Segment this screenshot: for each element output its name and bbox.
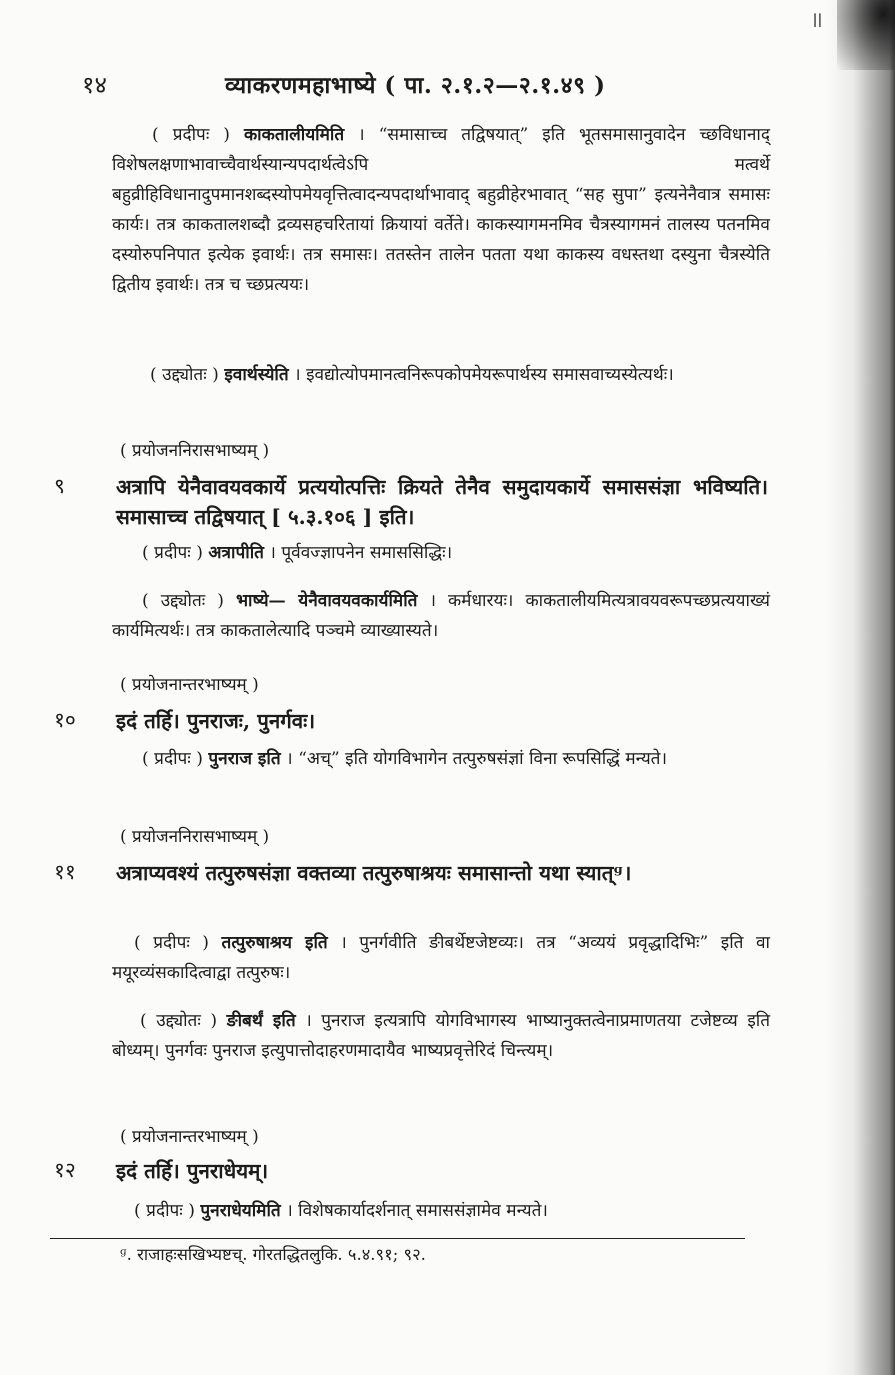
commentary-label: ( प्रदीपः ): [142, 543, 203, 563]
commentary-label: ( प्रदीपः ): [142, 749, 203, 769]
section-heading: ( प्रयोजननिरासभाष्यम् ): [120, 827, 270, 847]
bhashya-text: इदं तर्हि। पुनराधेयम्।: [116, 1159, 269, 1183]
commentary-text: । पुनराज इत्यत्रापि योगविभागस्य भाष्यानुक्तत्वेनाप्रमाणतया टजेष्टव्य इति बोध्यम्। पुनर्गवः पुनराज इत्युपात्तोदाहरणमादायैव भाष्यप्रवृत्तेरिदं चिन्त्यम्।: [112, 1011, 771, 1061]
sutra-number: १०: [54, 708, 76, 732]
footnote: ᶢ. राजाहःसखिभ्यष्टच्. गोरतद्धितलुकि. ५.४.९१; ९२.: [120, 1245, 426, 1264]
uddyota-paragraph-3: [112, 1006, 770, 1066]
commentary-text: । “समासाच्च तद्विषयात्” इति भूतसमासानुवादेन च्छविधानाद् विशेषलक्षणाभावाच्चैवार्थस्यान्यपदार्थत्वेऽपि मत्वर्थे बहुव्रीहिविधानादुपमानशब्दस्योपमेयवृत्तित्वादन्यपदार्थाभावाद् बहुव्रीहेरभावात् “सह सुपा” इत्यनेनैवात्र समासः कार्यः। तत्र काकतालशब्दौ द्रव्यसहचरितायां क्रियायां वर्तेते। काकस्यागमनमिव चैत्रस्यागमनं तालस्य पतनमिव दस्योरुपनिपात इत्येक इवार्थः। तत्र समासः। ततस्तेन तालेन पतता यथा काकस्य वधस्तथा दस्युना चैत्रस्येति द्वितीय इवार्थः। तत्र च च्छप्रत्ययः।: [112, 125, 770, 295]
bhashya-text: अत्राप्यवश्यं तत्पुरुषसंज्ञा वक्तव्या तत्पुरुषाश्रयः समासान्तो यथा स्यात्ᶢ।: [116, 861, 632, 885]
commentary-text: । पुनर्गवीति ङीबर्थेष्टजेष्टव्यः। तत्र “अव्ययं प्रवृद्धादिभिः” इति वा मयूरव्यंसकादित्वाद्वा तत्पुरुषः।: [112, 933, 770, 983]
commentary-label: ( उद्द्योतः ): [142, 591, 224, 611]
page-number: १४: [82, 71, 107, 99]
pradipa-paragraph-2: [112, 538, 770, 568]
sutra-number: ११: [54, 860, 76, 884]
commentary-label: ( उद्द्योतः ): [140, 1011, 218, 1031]
uddyota-paragraph-2: [112, 586, 770, 646]
bhashya-text: अत्रापि येनैवावयवकार्ये प्रत्ययोत्पत्तिः क्रियते तेनैव समुदायकार्ये समाससंज्ञा भविष्यति। समासाच्च तद्विषयात् [ ५.३.१०६ ] इति।: [116, 475, 768, 529]
commentary-label: ( प्रदीपः ): [134, 933, 210, 953]
commentary-text: । पूर्ववज्ज्ञापनेन समाससिद्धिः।: [269, 543, 453, 563]
scan-edge-shadow: [825, 0, 895, 1375]
pradipa-paragraph-4: [112, 928, 770, 988]
commentary-text: । इवद्योत्योपमानत्वनिरूपकोपमेयरूपार्थस्य समासवाच्यस्येत्यर्थः।: [294, 365, 674, 385]
section-heading: ( प्रयोजनान्तरभाष्यम् ): [120, 1127, 259, 1147]
uddyota-paragraph-1: [112, 360, 770, 390]
commentary-text: । “अच्” इति योगविभागेन तत्पुरुषसंज्ञां विना रूपसिद्धिं मन्यते।: [286, 749, 667, 769]
commentary-label: ( उद्द्योतः ): [150, 365, 219, 385]
commentary-text: । कर्मधारयः। काकतालीयमित्यत्रावयवरूपच्छप्रत्ययाख्यं कार्यमित्यर्थः। तत्र काकतालेत्यादि पञ्चमे व्याख्यास्यते।: [112, 591, 770, 641]
commentary-keyword: भाष्ये— येनैवावयवकार्यमिति: [235, 591, 418, 611]
commentary-keyword: तत्पुरुषाश्रय इति: [221, 933, 328, 953]
commentary-text: । विशेषकार्यादर्शनात् समाससंज्ञामेव मन्यते।: [286, 1201, 548, 1221]
sutra-number: ९: [54, 474, 65, 498]
scan-corner-shadow: [837, 0, 895, 70]
commentary-keyword: इवार्थस्येति: [224, 365, 289, 385]
bhashya-text: इदं तर्हि। पुनराजः, पुनर्गवः।: [116, 709, 316, 733]
sutra-number: १२: [54, 1158, 76, 1182]
page-header: [0, 68, 895, 108]
commentary-label: ( प्रदीपः ): [134, 1201, 195, 1221]
footnote-rule: [50, 1238, 745, 1239]
pradipa-paragraph-5: [112, 1196, 770, 1226]
commentary-keyword: काकतालीयमिति: [243, 125, 345, 145]
pradipa-paragraph-1: [112, 120, 770, 300]
commentary-keyword: अत्रापीति: [208, 543, 264, 563]
commentary-keyword: ङीबर्थं इति: [226, 1011, 296, 1031]
commentary-label: ( प्रदीपः ): [152, 125, 230, 145]
section-heading: ( प्रयोजननिरासभाष्यम् ): [120, 441, 270, 461]
commentary-keyword: पुनराज इति: [208, 749, 281, 769]
section-heading: ( प्रयोजनान्तरभाष्यम् ): [120, 675, 259, 695]
corner-pencil-mark: ॥: [809, 8, 823, 33]
running-title: व्याकरणमहाभाष्ये ( पा. २.१.२—२.१.४९ ): [225, 72, 606, 99]
pradipa-paragraph-3: [112, 744, 770, 774]
commentary-keyword: पुनराधेयमिति: [200, 1201, 281, 1221]
